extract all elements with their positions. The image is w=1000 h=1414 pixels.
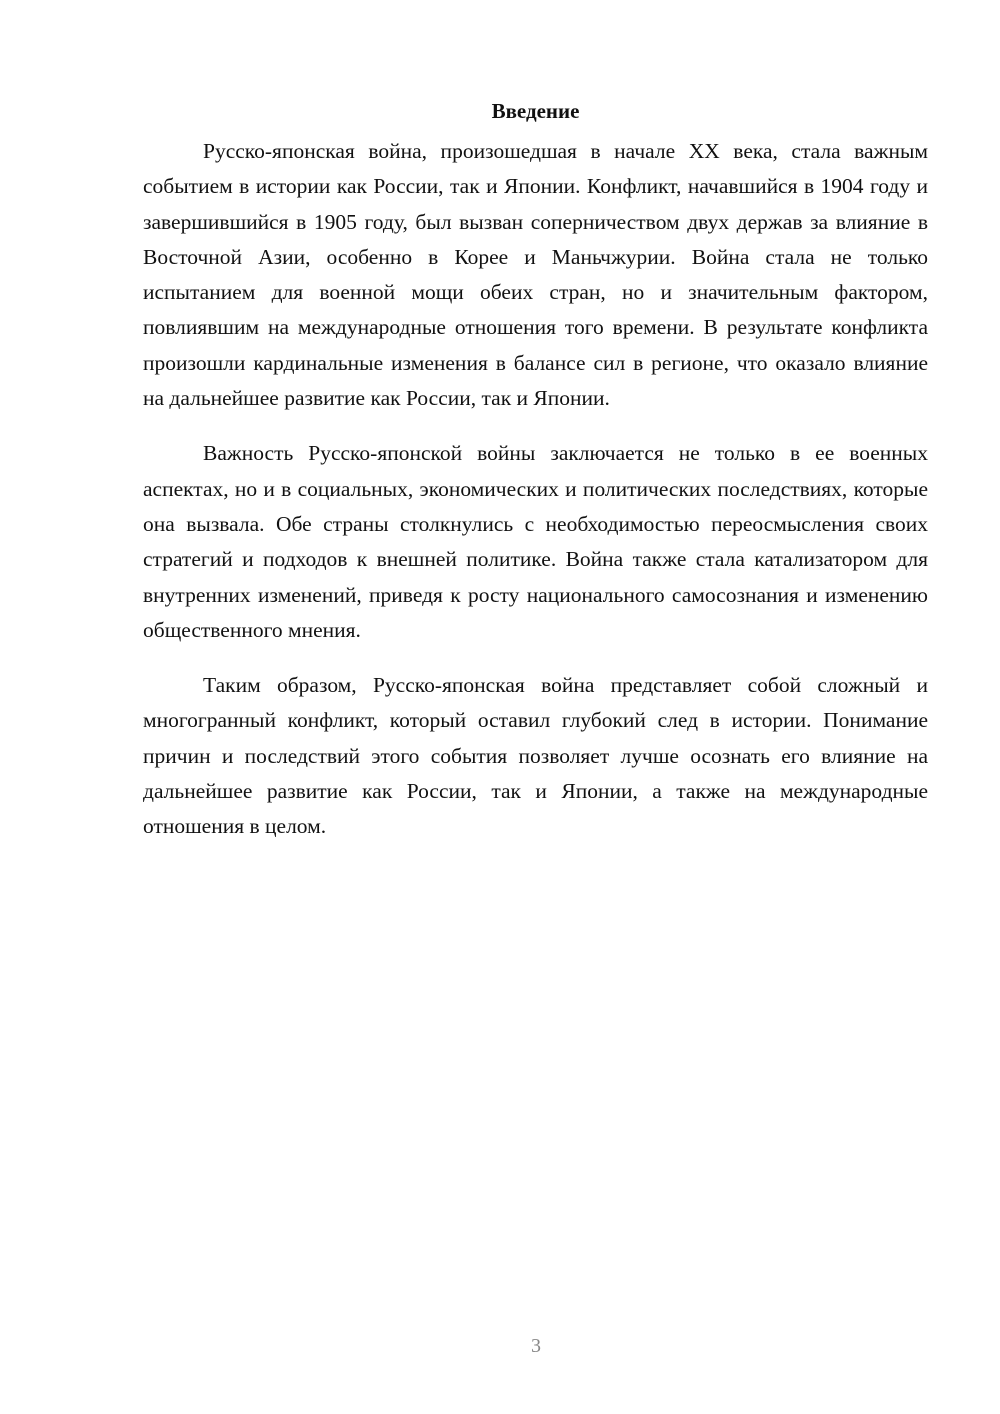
page-content <box>143 96 928 865</box>
paragraph-3: Таким образом, Русско-японская война представляет собой сложный и многогранный конфликт, который оставил глубокий след в истории. Понимание причин и последствий этого события позволяет лучше осознать его влияние на дальнейшее развитие как России, так и Японии, а также на международные отношения в целом. <box>143 673 928 839</box>
section-title: Введение <box>491 99 580 123</box>
paragraph-2: Важность Русско-японской войны заключается не только в ее военных аспектах, но и в социальных, экономических и политических последствиях, которые она вызвала. Обе страны столкнулись с необходимостью переосмысления своих стратегий и подходов к внешней политике. Война также стала катализатором для внутренних изменений, приведя к росту национального самосознания и изменению общественного мнения. <box>143 441 928 642</box>
paragraph-1: Русско-японская война, произошедшая в начале XX века, стала важным событием в истории как России, так и Японии. Конфликт, начавшийся в 1904 году и завершившийся в 1905 году, был вызван соперничеством двух держав за влияние в Восточной Азии, особенно в Корее и Маньчжурии. Война стала не только испытанием для военной мощи обеих стран, но и значительным фактором, повлиявшим на международные отношения того времени. В результате конфликта произошли кардинальные изменения в балансе сил в регионе, что оказало влияние на дальнейшее развитие как России, так и Японии. <box>143 139 928 411</box>
page-number: 3 <box>531 1335 541 1357</box>
